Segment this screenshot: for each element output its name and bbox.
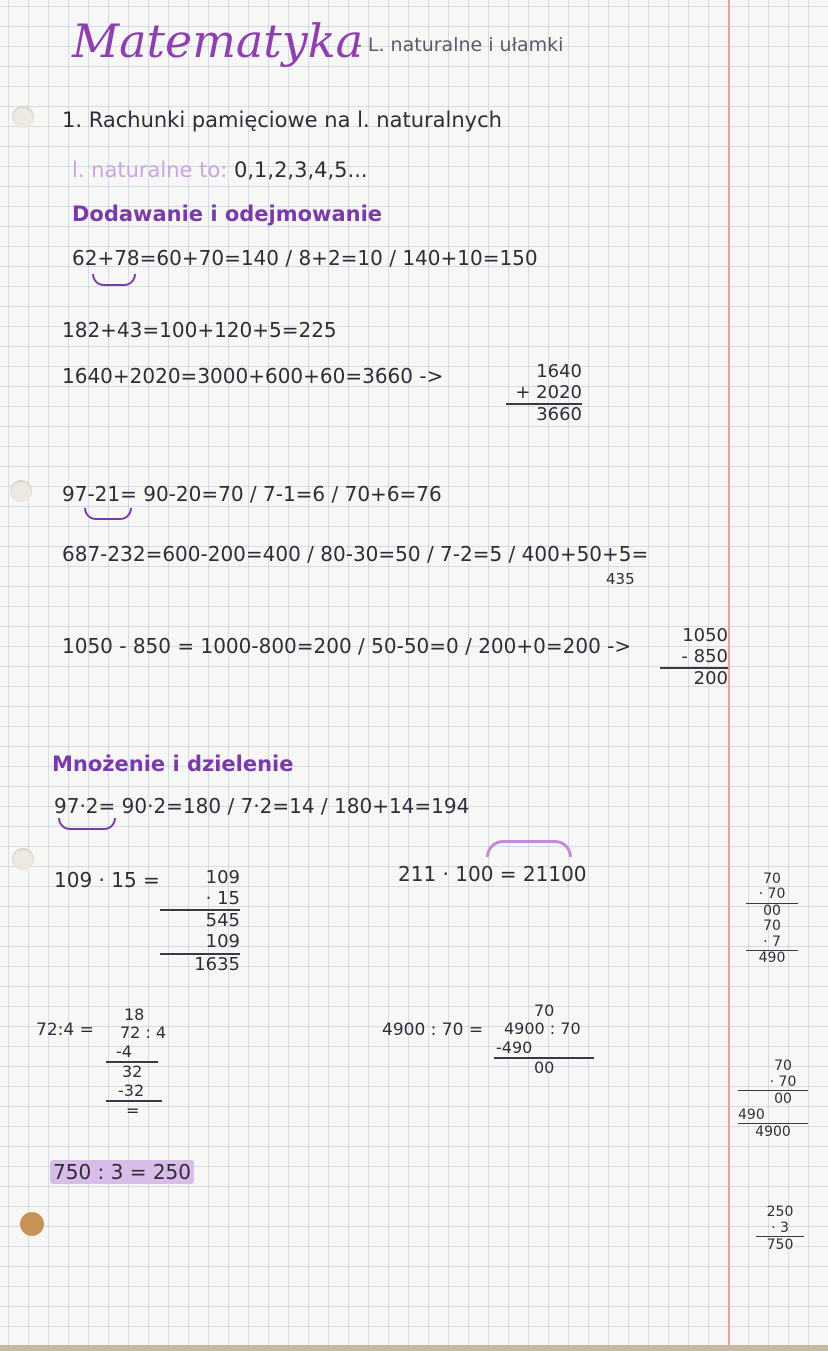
note-line: 00 — [738, 1090, 808, 1107]
note-line: · 70 — [758, 886, 786, 903]
note-line: 4900 — [738, 1123, 808, 1140]
equation: 1640+2020=3000+600+60=3660 -> — [62, 364, 444, 388]
natural-numbers-line — [72, 160, 368, 181]
equation-result: 435 — [606, 570, 635, 588]
column-line: · 15 — [205, 887, 240, 909]
margin-note — [738, 1058, 808, 1140]
equation: 97-21= 90-20=70 / 7-1=6 / 70+6=76 — [62, 482, 442, 506]
equation: 1050 - 850 = 1000-800=200 / 50-50=0 / 200+0=200 -> — [62, 634, 632, 658]
column-line: 00 — [494, 1057, 594, 1077]
natural-label: l. naturalne to: — [72, 158, 228, 182]
column-line: 1050 — [682, 625, 728, 646]
column-line: 72 : 4 — [120, 1023, 167, 1043]
note-line: 250 — [766, 1204, 794, 1220]
section-heading: 1. Rachunki pamięciowe na l. naturalnych — [62, 108, 502, 132]
grouping-arc — [58, 818, 116, 830]
equation: 4900 : 70 = — [382, 1020, 484, 1040]
note-line: 70 — [763, 871, 781, 887]
note-line: 750 — [756, 1236, 804, 1253]
column-line: 4900 : 70 — [504, 1019, 581, 1039]
note-line: 00 — [746, 903, 798, 919]
column-line: 3660 — [506, 403, 582, 426]
column-line: - 850 — [681, 645, 728, 667]
column-line: 70 — [534, 1001, 555, 1020]
note-line: · 7 — [763, 933, 781, 950]
equation: 182+43=100+120+5=225 — [62, 318, 337, 342]
column-line: 109 — [205, 931, 240, 953]
note-line: 70 — [774, 1058, 792, 1074]
margin-line — [728, 0, 730, 1351]
note-line: 70 — [763, 918, 781, 935]
column-line: 109 — [205, 867, 240, 888]
margin-note — [756, 1204, 804, 1253]
equation: 97·2= 90·2=180 / 7·2=14 / 180+14=194 — [54, 794, 470, 818]
note-line: 490 — [738, 1107, 765, 1124]
equation: 109 · 15 = — [54, 868, 160, 892]
column-line: 18 — [124, 1005, 145, 1024]
note-line: · 70 — [769, 1074, 797, 1091]
natural-values: 0,1,2,3,4,5... — [234, 158, 368, 182]
grouping-arc — [92, 274, 136, 286]
equation: 72:4 = — [36, 1020, 94, 1040]
equation: 687-232=600-200=400 / 80-30=50 / 7-2=5 / 400+50+5= — [62, 542, 649, 566]
column-line: 1640 — [536, 361, 582, 382]
column-line: -32 — [118, 1080, 145, 1100]
column-line: -4 — [116, 1041, 132, 1061]
column-multiplication — [160, 868, 240, 975]
punch-hole-middle — [10, 480, 32, 502]
equation: 211 · 100 = 21100 — [398, 862, 587, 886]
long-division — [494, 1002, 604, 1078]
column-subtraction — [660, 626, 728, 690]
column-line: = — [106, 1100, 162, 1120]
column-addition — [506, 362, 582, 426]
equation-text: 750 : 3 = 250 — [50, 1160, 194, 1184]
equation: 62+78=60+70=140 / 8+2=10 / 140+10=150 — [72, 246, 538, 270]
grouping-arc — [84, 508, 132, 520]
punch-hole-lower — [12, 848, 34, 870]
column-line: 1635 — [160, 953, 240, 976]
bullet-dot — [20, 1212, 44, 1236]
page-bottom-edge — [0, 1345, 828, 1351]
punch-hole-top — [12, 106, 34, 128]
grouping-arc — [486, 840, 572, 857]
long-division — [106, 1006, 176, 1120]
note-line: · 3 — [771, 1220, 789, 1237]
column-line: 545 — [160, 909, 240, 932]
note-line: 490 — [746, 950, 798, 966]
subheading-add-sub: Dodawanie i odejmowanie — [72, 202, 383, 226]
column-line: 200 — [660, 667, 728, 690]
margin-note — [746, 872, 798, 966]
column-line: -490 — [496, 1037, 533, 1057]
column-line: + 2020 — [515, 381, 582, 403]
page-subtitle: - L. naturalne i ułamki — [355, 34, 564, 56]
column-line: 32 — [106, 1061, 158, 1081]
page-title: Matematyka — [72, 14, 364, 68]
equation — [50, 1162, 194, 1182]
subheading-mul-div: Mnożenie i dzielenie — [52, 752, 294, 776]
